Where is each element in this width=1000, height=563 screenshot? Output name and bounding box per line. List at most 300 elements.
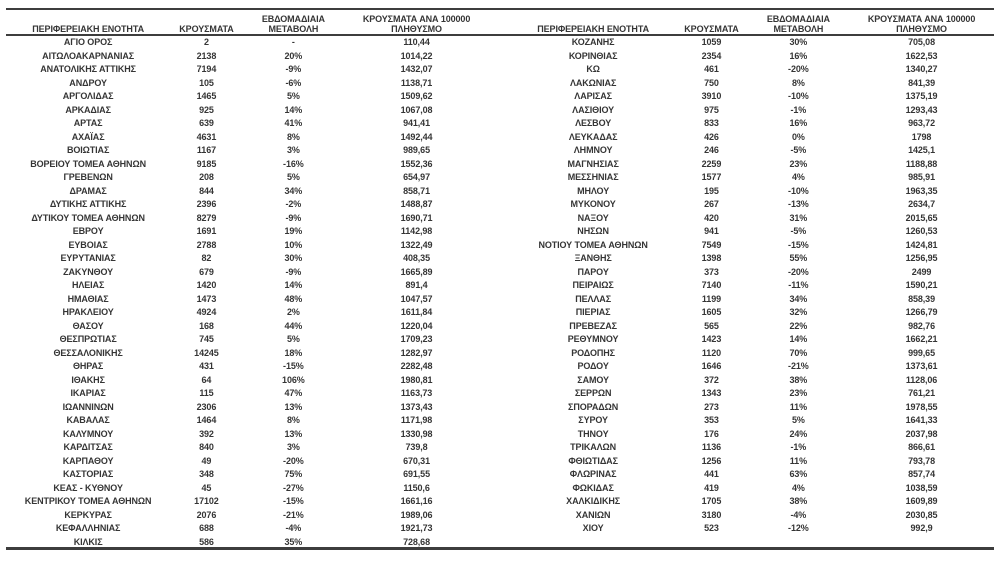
- region-name: ΧΑΝΙΩΝ: [575, 509, 611, 520]
- table-row: [511, 50, 994, 64]
- table-row: [511, 320, 994, 334]
- region-name: ΚΑΛΥΜΝΟΥ: [63, 428, 114, 439]
- cases-value: 1691: [196, 226, 217, 236]
- region-name: ΝΗΣΩΝ: [577, 226, 609, 236]
- weekly-change-value: -2%: [285, 199, 302, 209]
- weekly-change-value: 34%: [789, 293, 808, 304]
- region-name: ΚΟΖΑΝΗΣ: [571, 37, 615, 47]
- region-name: ΒΟΡΕΙΟΥ ΤΟΜΕΑ ΑΘΗΝΩΝ: [30, 158, 146, 169]
- region-name: ΧΙΟΥ: [582, 523, 604, 533]
- cases-value: 1136: [701, 442, 721, 452]
- header-row: [511, 10, 994, 36]
- region-name: ΧΑΛΚΙΔΙΚΗΣ: [566, 496, 621, 506]
- table-row: [511, 77, 994, 91]
- cases-per-100k-value: 761,21: [908, 388, 935, 398]
- region-name: ΙΩΑΝΝΙΝΩΝ: [62, 401, 114, 412]
- region-name: ΗΜΑΘΙΑΣ: [67, 293, 109, 304]
- cases-per-100k-value: 1662,21: [905, 334, 938, 344]
- cases-per-100k-value: 1921,73: [400, 523, 433, 533]
- column-header-cases-per-100k: ΚΡΟΥΣΜΑΤΑ ΑΝΑ 100000 ΠΛΗΘΥΣΜΟ: [362, 14, 471, 34]
- cases-value: 64: [201, 374, 212, 385]
- table-row: [511, 144, 994, 158]
- table-row: [6, 279, 489, 293]
- table-row: [511, 306, 994, 320]
- weekly-change-value: -4%: [790, 509, 807, 520]
- cases-per-100k-value: 963,72: [908, 118, 935, 128]
- cases-per-100k-value: 1188,88: [905, 158, 938, 169]
- weekly-change-value: -16%: [283, 158, 304, 169]
- weekly-change-value: 106%: [282, 374, 305, 385]
- region-name: ΠΕΙΡΑΙΩΣ: [572, 280, 614, 290]
- cases-value: 2354: [701, 50, 722, 61]
- cases-per-100k-value: 2282,48: [400, 361, 433, 371]
- region-name: ΝΟΤΙΟΥ ΤΟΜΕΑ ΑΘΗΝΩΝ: [538, 239, 648, 250]
- cases-value: 1577: [701, 172, 722, 182]
- weekly-change-value: 32%: [789, 307, 808, 317]
- cases-value: 115: [199, 388, 214, 398]
- region-name: ΔΡΑΜΑΣ: [69, 185, 107, 196]
- table-row: [511, 455, 994, 469]
- region-name: ΚΕΝΤΡΙΚΟΥ ΤΟΜΕΑ ΑΘΗΝΩΝ: [24, 496, 152, 506]
- table-header-right: [511, 10, 994, 36]
- weekly-change-value: 0%: [791, 131, 805, 142]
- cases-value: 82: [201, 253, 212, 263]
- table-row: [6, 320, 489, 334]
- cases-value: 372: [704, 374, 719, 385]
- cases-value: 523: [704, 523, 719, 533]
- region-name: ΜΕΣΣΗΝΙΑΣ: [567, 172, 619, 182]
- cases-value: 17102: [194, 496, 219, 506]
- table-row: [6, 401, 489, 415]
- table-row: [511, 90, 994, 104]
- region-name: ΗΛΕΙΑΣ: [71, 280, 105, 290]
- region-name: ΜΥΚΟΝΟΥ: [570, 199, 616, 209]
- cases-per-100k-value: 110,44: [403, 37, 430, 47]
- region-name: ΠΑΡΟΥ: [577, 266, 609, 277]
- cases-value: 1464: [196, 415, 217, 425]
- cases-value: 840: [199, 442, 214, 452]
- cases-per-100k-value: 841,39: [908, 77, 935, 88]
- region-name: ΚΟΡΙΝΘΙΑΣ: [568, 50, 618, 61]
- table-row: [6, 482, 489, 496]
- cases-value: 208: [199, 172, 214, 182]
- weekly-change-value: 18%: [284, 347, 303, 358]
- region-name: ΘΑΣΟΥ: [72, 320, 104, 331]
- table-row: [6, 36, 489, 50]
- region-name: ΑΡΓΟΛΙΔΑΣ: [62, 91, 114, 101]
- region-name: ΕΥΡΥΤΑΝΙΑΣ: [60, 253, 116, 263]
- cases-value: 9185: [196, 158, 217, 169]
- cases-per-100k-value: 2634,7: [908, 199, 935, 209]
- cases-value: 833: [704, 118, 719, 128]
- cases-value: 975: [704, 104, 719, 115]
- cases-value: 688: [199, 523, 214, 533]
- cases-per-100k-value: 1552,36: [400, 158, 433, 169]
- column-header-weekly-change: ΕΒΔΟΜΑΔΙΑΙΑ ΜΕΤΑΒΟΛΗ: [261, 14, 325, 34]
- table-row: [6, 374, 489, 388]
- region-name: ΘΗΡΑΣ: [72, 361, 104, 371]
- region-name: ΚΑΒΑΛΑΣ: [66, 415, 110, 425]
- cases-value: 7549: [701, 239, 722, 250]
- region-name: ΝΑΞΟΥ: [577, 212, 609, 223]
- region-name: ΡΟΔΟΠΗΣ: [571, 347, 615, 358]
- cases-per-100k-value: 1373,43: [400, 401, 433, 412]
- region-name: ΜΑΓΝΗΣΙΑΣ: [567, 158, 619, 169]
- table-row: [511, 158, 994, 172]
- weekly-change-value: 20%: [284, 50, 303, 61]
- table-row: [511, 185, 994, 199]
- weekly-change-value: -10%: [788, 185, 809, 196]
- cases-per-100k-value: 1067,08: [400, 104, 433, 115]
- cases-per-100k-value: 1340,27: [905, 64, 938, 74]
- cases-value: 426: [704, 131, 719, 142]
- region-name: ΔΥΤΙΚΟΥ ΤΟΜΕΑ ΑΘΗΝΩΝ: [31, 212, 145, 223]
- weekly-change-value: -11%: [788, 280, 809, 290]
- weekly-change-value: -13%: [788, 199, 809, 209]
- cases-per-100k-value: 999,65: [908, 347, 935, 358]
- table-body-right: [511, 36, 994, 536]
- weekly-change-value: -15%: [283, 496, 304, 506]
- cases-per-100k-value: 1142,98: [400, 226, 433, 236]
- weekly-change-value: 70%: [789, 347, 808, 358]
- table-row: [511, 198, 994, 212]
- cases-value: 195: [704, 185, 719, 196]
- weekly-change-value: 41%: [284, 118, 303, 128]
- table-row: [6, 347, 489, 361]
- weekly-change-value: 5%: [286, 91, 300, 101]
- table-row: [6, 225, 489, 239]
- region-name: ΚΕΦΑΛΛΗΝΙΑΣ: [55, 523, 121, 533]
- cases-value: 1199: [701, 293, 721, 304]
- weekly-change-value: -9%: [285, 212, 302, 223]
- cases-value: 2259: [701, 158, 722, 169]
- table-row: [511, 482, 994, 496]
- table-row: [6, 171, 489, 185]
- region-name: ΚΑΡΠΑΘΟΥ: [62, 455, 114, 466]
- table-header-left: [6, 10, 489, 36]
- table-row: [511, 401, 994, 415]
- table-row: [6, 509, 489, 523]
- cases-per-100k-value: 1492,44: [400, 131, 433, 142]
- table-row: [511, 360, 994, 374]
- region-name: ΛΑΚΩΝΙΑΣ: [569, 77, 617, 88]
- cases-value: 750: [704, 77, 719, 88]
- weekly-change-value: 35%: [284, 536, 303, 547]
- table-row: [511, 117, 994, 131]
- cases-value: 1705: [701, 496, 722, 506]
- cases-per-100k-value: 1980,81: [400, 374, 433, 385]
- cases-per-100k-value: 1150,6: [403, 482, 430, 493]
- cases-per-100k-value: 1665,89: [400, 266, 433, 277]
- weekly-change-value: 2%: [286, 307, 300, 317]
- table-row: [6, 495, 489, 509]
- weekly-change-value: 14%: [284, 104, 303, 115]
- weekly-change-value: -9%: [285, 64, 302, 74]
- cases-per-100k-value: 1014,22: [400, 50, 433, 61]
- weekly-change-value: -12%: [788, 523, 809, 533]
- weekly-change-value: 5%: [286, 172, 300, 182]
- cases-per-100k-value: 1978,55: [905, 401, 938, 412]
- cases-per-100k-value: 654,97: [403, 172, 430, 182]
- cases-value: 586: [199, 536, 214, 547]
- cases-per-100k-value: 2499: [911, 266, 932, 277]
- region-name: ΠΡΕΒΕΖΑΣ: [569, 320, 617, 331]
- table-row: [511, 104, 994, 118]
- weekly-change-value: 3%: [286, 442, 300, 452]
- weekly-change-value: 44%: [284, 320, 303, 331]
- weekly-change-value: 14%: [789, 334, 808, 344]
- weekly-change-value: 30%: [284, 253, 303, 263]
- weekly-change-value: 14%: [284, 280, 303, 290]
- cases-value: 45: [201, 482, 212, 493]
- region-name: ΙΚΑΡΙΑΣ: [70, 388, 106, 398]
- region-name: ΤΗΝΟΥ: [577, 428, 609, 439]
- cases-per-100k-value: 1641,33: [905, 415, 938, 425]
- weekly-change-value: 38%: [789, 496, 808, 506]
- weekly-change-value: 16%: [789, 50, 808, 61]
- region-name: ΣΑΜΟΥ: [577, 374, 609, 385]
- weekly-change-value: -1%: [790, 104, 807, 115]
- region-name: ΤΡΙΚΑΛΩΝ: [570, 442, 617, 452]
- cases-per-100k-value: 1330,98: [400, 428, 433, 439]
- table-row: [511, 225, 994, 239]
- weekly-change-value: 16%: [789, 118, 808, 128]
- region-name: ΖΑΚΥΝΘΟΥ: [63, 266, 114, 277]
- cases-per-100k-value: 705,08: [908, 37, 935, 47]
- region-name: ΣΥΡΟΥ: [578, 415, 608, 425]
- table-row: [6, 185, 489, 199]
- region-name: ΚΩ: [586, 64, 600, 74]
- weekly-change-value: 11%: [789, 455, 807, 466]
- cases-value: 2076: [196, 509, 217, 520]
- cases-table-left: [6, 10, 489, 549]
- weekly-change-value: 75%: [284, 469, 303, 479]
- table-row: [6, 117, 489, 131]
- cases-per-100k-value: 1163,73: [400, 388, 433, 398]
- table-row: [6, 77, 489, 91]
- region-name: ΑΡΚΑΔΙΑΣ: [65, 104, 111, 115]
- table-row: [511, 171, 994, 185]
- cases-value: 7140: [701, 280, 722, 290]
- region-name: ΛΑΣΙΘΙΟΥ: [572, 104, 615, 115]
- cases-value: 679: [199, 266, 214, 277]
- table-row: [511, 239, 994, 253]
- cases-per-100k-value: 1128,06: [905, 374, 938, 385]
- cases-value: 1120: [701, 347, 721, 358]
- column-header-region: ΠΕΡΙΦΕΡΕΙΑΚΗ ΕΝΟΤΗΤΑ: [537, 24, 649, 34]
- cases-value: 844: [199, 185, 214, 196]
- region-name: ΣΠΟΡΑΔΩΝ: [568, 401, 619, 412]
- cases-per-100k-value: 1661,16: [400, 496, 433, 506]
- region-name: ΦΛΩΡΙΝΑΣ: [569, 469, 617, 479]
- cases-value: 273: [704, 401, 719, 412]
- cases-value: 373: [704, 266, 719, 277]
- cases-per-100k-value: 1038,59: [905, 482, 938, 493]
- cases-value: 49: [201, 455, 212, 466]
- cases-value: 168: [199, 320, 214, 331]
- cases-per-100k-value: 2015,65: [905, 212, 938, 223]
- cases-per-100k-value: 1611,84: [400, 307, 433, 317]
- weekly-change-value: 34%: [284, 185, 303, 196]
- table-row: [6, 50, 489, 64]
- weekly-change-value: -21%: [283, 509, 304, 520]
- cases-per-100k-value: 858,39: [908, 293, 935, 304]
- cases-per-100k-value: 2037,98: [905, 428, 938, 439]
- table-row: [6, 252, 489, 266]
- cases-value: 1256: [701, 455, 722, 466]
- cases-value: 1167: [196, 145, 216, 155]
- header-row: [6, 10, 489, 36]
- cases-per-100k-value: 408,35: [403, 253, 430, 263]
- region-name: ΑΝΔΡΟΥ: [69, 77, 107, 88]
- cases-per-100k-value: 989,65: [403, 145, 430, 155]
- weekly-change-value: -15%: [788, 239, 809, 250]
- table-row: [6, 387, 489, 401]
- region-name: ΡΕΘΥΜΝΟΥ: [567, 334, 619, 344]
- weekly-change-value: -20%: [283, 455, 304, 466]
- cases-value: 392: [199, 428, 214, 439]
- cases-value: 925: [199, 104, 214, 115]
- cases-value: 2138: [196, 50, 217, 61]
- cases-value: 441: [704, 469, 719, 479]
- cases-per-100k-value: 1260,53: [905, 226, 938, 236]
- cases-value: 14245: [194, 347, 219, 358]
- region-name: ΞΑΝΘΗΣ: [574, 253, 612, 263]
- column-header-cases: ΚΡΟΥΣΜΑΤΑ: [179, 24, 234, 34]
- table-row: [511, 266, 994, 280]
- cases-per-100k-value: 1609,89: [905, 496, 938, 506]
- cases-per-100k-value: 1798: [911, 131, 932, 142]
- table-row: [6, 104, 489, 118]
- table-row: [511, 509, 994, 523]
- cases-table-right: [511, 10, 994, 536]
- weekly-change-value: 63%: [789, 469, 808, 479]
- cases-per-100k-value: 691,55: [403, 469, 430, 479]
- cases-per-100k-value: 1690,71: [400, 212, 433, 223]
- weekly-change-value: 10%: [284, 239, 303, 250]
- weekly-change-value: 11%: [789, 401, 807, 412]
- cases-value: 2788: [196, 239, 217, 250]
- table-body-left: [6, 36, 489, 549]
- cases-value: 1605: [701, 307, 722, 317]
- region-name: ΛΕΥΚΑΔΑΣ: [568, 131, 618, 142]
- cases-value: 8279: [196, 212, 217, 223]
- cases-value: 3910: [701, 91, 722, 101]
- cases-per-100k-value: 1293,43: [905, 104, 938, 115]
- region-name: ΠΕΛΛΑΣ: [575, 293, 612, 304]
- weekly-change-value: 31%: [789, 212, 808, 223]
- cases-per-100k-value: 1590,21: [905, 280, 938, 290]
- table-row: [511, 495, 994, 509]
- table-row: [6, 266, 489, 280]
- cases-per-100k-value: 739,8: [405, 442, 428, 452]
- weekly-change-value: 5%: [286, 334, 300, 344]
- column-header-region: ΠΕΡΙΦΕΡΕΙΑΚΗ ΕΝΟΤΗΤΑ: [32, 24, 144, 34]
- cases-value: 105: [199, 77, 214, 88]
- table-row: [511, 131, 994, 145]
- cases-per-100k-value: 992,9: [910, 523, 933, 533]
- weekly-change-value: -27%: [283, 482, 304, 493]
- cases-value: 1646: [701, 361, 722, 371]
- weekly-change-value: -6%: [285, 77, 302, 88]
- cases-value: 4631: [196, 131, 217, 142]
- table-row: [6, 441, 489, 455]
- cases-value: 1343: [701, 388, 722, 398]
- table-row: [511, 279, 994, 293]
- column-header-cases-per-100k: ΚΡΟΥΣΜΑΤΑ ΑΝΑ 100000 ΠΛΗΘΥΣΜΟ: [867, 14, 976, 34]
- weekly-change-value: 23%: [789, 158, 808, 169]
- weekly-change-value: 3%: [286, 145, 300, 155]
- table-row: [6, 198, 489, 212]
- table-row: [511, 522, 994, 536]
- cases-per-100k-value: 793,78: [908, 455, 935, 466]
- cases-per-100k-value: 941,41: [403, 118, 430, 128]
- cases-per-100k-value: 982,76: [908, 320, 935, 331]
- region-name: ΑΙΤΩΛΟΑΚΑΡΝΑΝΙΑΣ: [42, 50, 135, 61]
- table-row: [6, 455, 489, 469]
- table-row: [511, 441, 994, 455]
- weekly-change-value: 55%: [789, 253, 808, 263]
- cases-per-100k-value: 670,31: [403, 455, 430, 466]
- weekly-change-value: 8%: [286, 131, 300, 142]
- region-name: ΚΑΡΔΙΤΣΑΣ: [63, 442, 113, 452]
- region-name: ΛΑΡΙΣΑΣ: [574, 91, 612, 101]
- table-row: [511, 36, 994, 50]
- weekly-change-value: 4%: [791, 482, 805, 493]
- cases-value: 1420: [196, 280, 217, 290]
- table-row: [6, 306, 489, 320]
- weekly-change-value: -: [291, 37, 295, 47]
- cases-value: 176: [704, 428, 719, 439]
- weekly-change-value: 19%: [284, 226, 303, 236]
- region-name: ΕΥΒΟΙΑΣ: [68, 239, 108, 250]
- cases-per-100k-value: 2030,85: [905, 509, 938, 520]
- table-row: [511, 414, 994, 428]
- region-name: ΛΗΜΝΟΥ: [573, 145, 613, 155]
- cases-value: 1473: [196, 293, 217, 304]
- cases-per-100k-value: 1282,97: [400, 347, 433, 358]
- weekly-change-value: 4%: [791, 172, 805, 182]
- cases-per-100k-value: 728,68: [403, 536, 430, 547]
- region-name: ΒΟΙΩΤΙΑΣ: [66, 145, 110, 155]
- cases-value: 2396: [196, 199, 217, 209]
- cases-value: 941: [704, 226, 719, 236]
- region-name: ΓΡΕΒΕΝΩΝ: [63, 172, 113, 182]
- table-row: [6, 333, 489, 347]
- cases-per-100k-value: 1424,81: [905, 239, 938, 250]
- weekly-change-value: -20%: [788, 64, 809, 74]
- table-row: [6, 131, 489, 145]
- weekly-change-value: -15%: [283, 361, 304, 371]
- region-name: ΗΡΑΚΛΕΙΟΥ: [62, 307, 114, 317]
- table-row: [511, 468, 994, 482]
- cases-per-100k-value: 1432,07: [400, 64, 433, 74]
- table-row: [511, 333, 994, 347]
- table-row: [6, 468, 489, 482]
- cases-per-100k-value: 1047,57: [400, 293, 433, 304]
- cases-value: 565: [704, 320, 719, 331]
- table-row: [6, 63, 489, 77]
- cases-value: 1398: [701, 253, 722, 263]
- cases-value: 4924: [196, 307, 217, 317]
- region-name: ΘΕΣΣΑΛΟΝΙΚΗΣ: [53, 347, 123, 358]
- column-header-weekly-change: ΕΒΔΟΜΑΔΙΑΙΑ ΜΕΤΑΒΟΛΗ: [766, 14, 830, 34]
- region-name: ΙΘΑΚΗΣ: [71, 374, 105, 385]
- table-row: [6, 414, 489, 428]
- table-row: [511, 63, 994, 77]
- table-row: [6, 239, 489, 253]
- table-row: [6, 144, 489, 158]
